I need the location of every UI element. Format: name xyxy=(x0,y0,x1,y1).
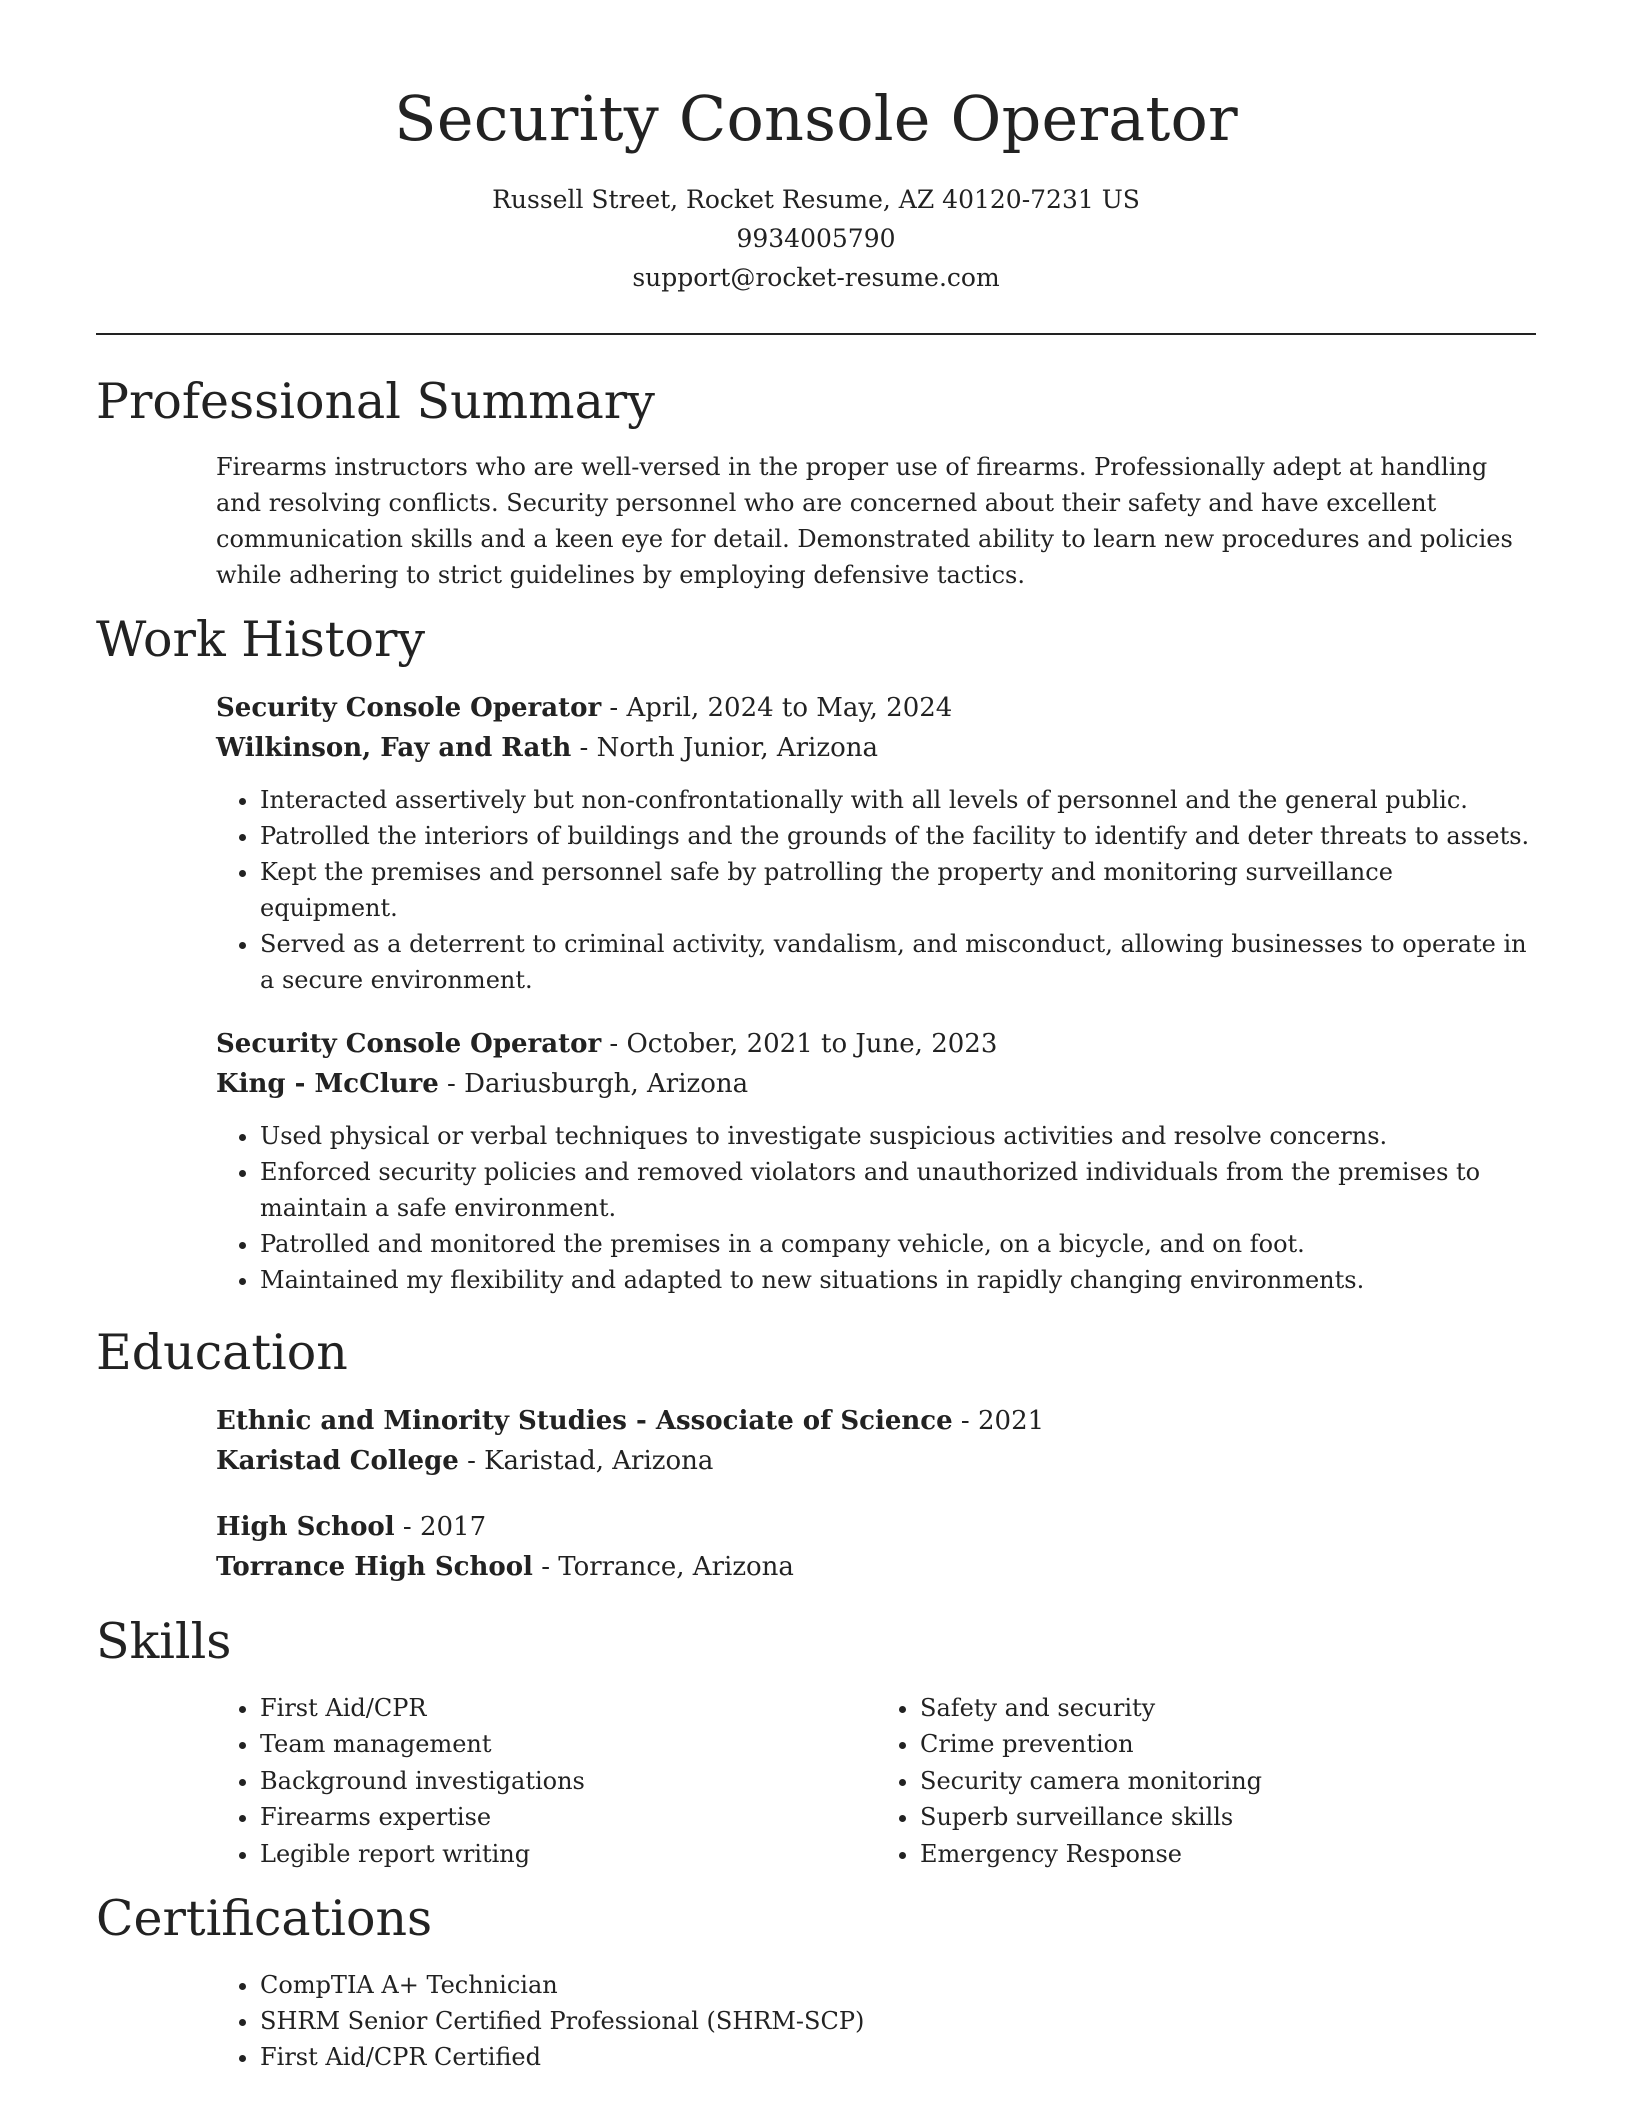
job-bullets xyxy=(216,782,1536,998)
education-school-line xyxy=(216,1441,1536,1481)
education-year: - 2017 xyxy=(394,1511,487,1542)
list-item: • Patrolled the interiors of buildings and the grounds of the facility to identify and deter threats to assets. xyxy=(260,818,1536,854)
education-degree: Ethnic and Minority Studies - Associate of Science xyxy=(216,1405,953,1436)
education-entry xyxy=(216,1507,1536,1587)
list-item: • CompTIA A+ Technician xyxy=(260,1967,1536,2003)
summary-heading: Professional Summary xyxy=(96,372,655,430)
list-item: • Maintained my flexibility and adapted to new situations in rapidly changing environments. xyxy=(260,1262,1536,1298)
job-title-line xyxy=(216,688,1536,728)
education-school: Karistad College xyxy=(216,1445,459,1476)
job-location: - North Junior, Arizona xyxy=(571,733,878,764)
header-divider xyxy=(96,333,1536,335)
education-degree-line xyxy=(216,1401,1536,1441)
work-history-section xyxy=(96,611,1536,1298)
job-title: Security Console Operator xyxy=(216,693,602,724)
list-item: • Served as a deterrent to criminal activity, vandalism, and misconduct, allowing businesses to operate in a secure environment. xyxy=(260,926,1536,998)
contact-address: Russell Street, Rocket Resume, AZ 40120-7231 US xyxy=(492,184,1140,214)
job-bullets xyxy=(216,1118,1536,1298)
certifications-section xyxy=(96,1890,1536,2075)
job-company: King - McClure xyxy=(216,1069,439,1100)
list-item: • Emergency Response xyxy=(920,1836,1536,1873)
list-item: • Legible report writing xyxy=(260,1836,876,1873)
contact-phone: 9934005790 xyxy=(736,223,896,253)
job-company-line xyxy=(216,1064,1536,1104)
list-item: • SHRM Senior Certified Professional (SHRM-SCP) xyxy=(260,2003,1536,2039)
job-company: Wilkinson, Fay and Rath xyxy=(216,733,572,764)
list-item: • Kept the premises and personnel safe by patrolling the property and monitoring surveillance equipment. xyxy=(260,854,1536,926)
list-item: • Firearms expertise xyxy=(260,1799,876,1836)
list-item: • First Aid/CPR Certified xyxy=(260,2039,1536,2075)
resume-header xyxy=(96,80,1536,297)
page-title: Security Console Operator xyxy=(394,82,1238,155)
education-year: - 2021 xyxy=(952,1405,1045,1436)
job-dates: - October, 2021 to June, 2023 xyxy=(601,1029,998,1060)
job-title: Security Console Operator xyxy=(216,1029,602,1060)
list-item: • Crime prevention xyxy=(920,1726,1536,1763)
education-section xyxy=(96,1324,1536,1587)
job-entry xyxy=(216,688,1536,998)
list-item: • Superb surveillance skills xyxy=(920,1799,1536,1836)
list-item: • Safety and security xyxy=(920,1690,1536,1727)
education-degree-line xyxy=(216,1507,1536,1547)
list-item: • Interacted assertively but non-confrontationally with all levels of personnel and the general public. xyxy=(260,782,1536,818)
education-location: - Karistad, Arizona xyxy=(458,1445,714,1476)
contact-info xyxy=(96,180,1536,297)
list-item: • Team management xyxy=(260,1726,876,1763)
skills-heading: Skills xyxy=(96,1612,232,1670)
list-item: • Security camera monitoring xyxy=(920,1763,1536,1800)
list-item: • First Aid/CPR xyxy=(260,1690,876,1727)
skills-list-left xyxy=(216,1690,876,1873)
education-entry xyxy=(216,1401,1536,1481)
work-history-heading: Work History xyxy=(96,611,426,669)
education-degree: High School xyxy=(216,1511,395,1542)
list-item: • Patrolled and monitored the premises in a company vehicle, on a bicycle, and on foot. xyxy=(260,1226,1536,1262)
summary-section xyxy=(96,373,1536,594)
education-school: Torrance High School xyxy=(216,1551,533,1582)
skills-section xyxy=(96,1613,1536,1872)
job-title-line xyxy=(216,1024,1536,1064)
job-dates: - April, 2024 to May, 2024 xyxy=(601,693,953,724)
education-location: - Torrance, Arizona xyxy=(532,1551,794,1582)
job-entry xyxy=(216,1024,1536,1298)
certifications-list xyxy=(216,1967,1536,2075)
skills-list-right xyxy=(876,1690,1536,1873)
job-location: - Dariusburgh, Arizona xyxy=(438,1069,749,1100)
education-school-line xyxy=(216,1547,1536,1587)
list-item: • Used physical or verbal techniques to investigate suspicious activities and resolve concerns. xyxy=(260,1118,1536,1154)
skills-grid xyxy=(216,1690,1536,1873)
certifications-heading: Certifications xyxy=(96,1890,433,1948)
list-item: • Enforced security policies and removed violators and unauthorized individuals from the premises to maintain a safe environment. xyxy=(260,1154,1536,1226)
contact-email: support@rocket-resume.com xyxy=(632,262,1000,292)
summary-text: Firearms instructors who are well-versed in the proper use of firearms. Professionally adept at handling and resolving conflicts. Security personnel who are concerned about their safety and have excellent communication skills and a keen eye for detail. Demonstrated ability to learn new procedures and policies while adhering to strict guidelines by employing defensive tactics. xyxy=(216,453,1513,590)
list-item: • Background investigations xyxy=(260,1763,876,1800)
education-heading: Education xyxy=(96,1324,348,1382)
job-company-line xyxy=(216,728,1536,768)
